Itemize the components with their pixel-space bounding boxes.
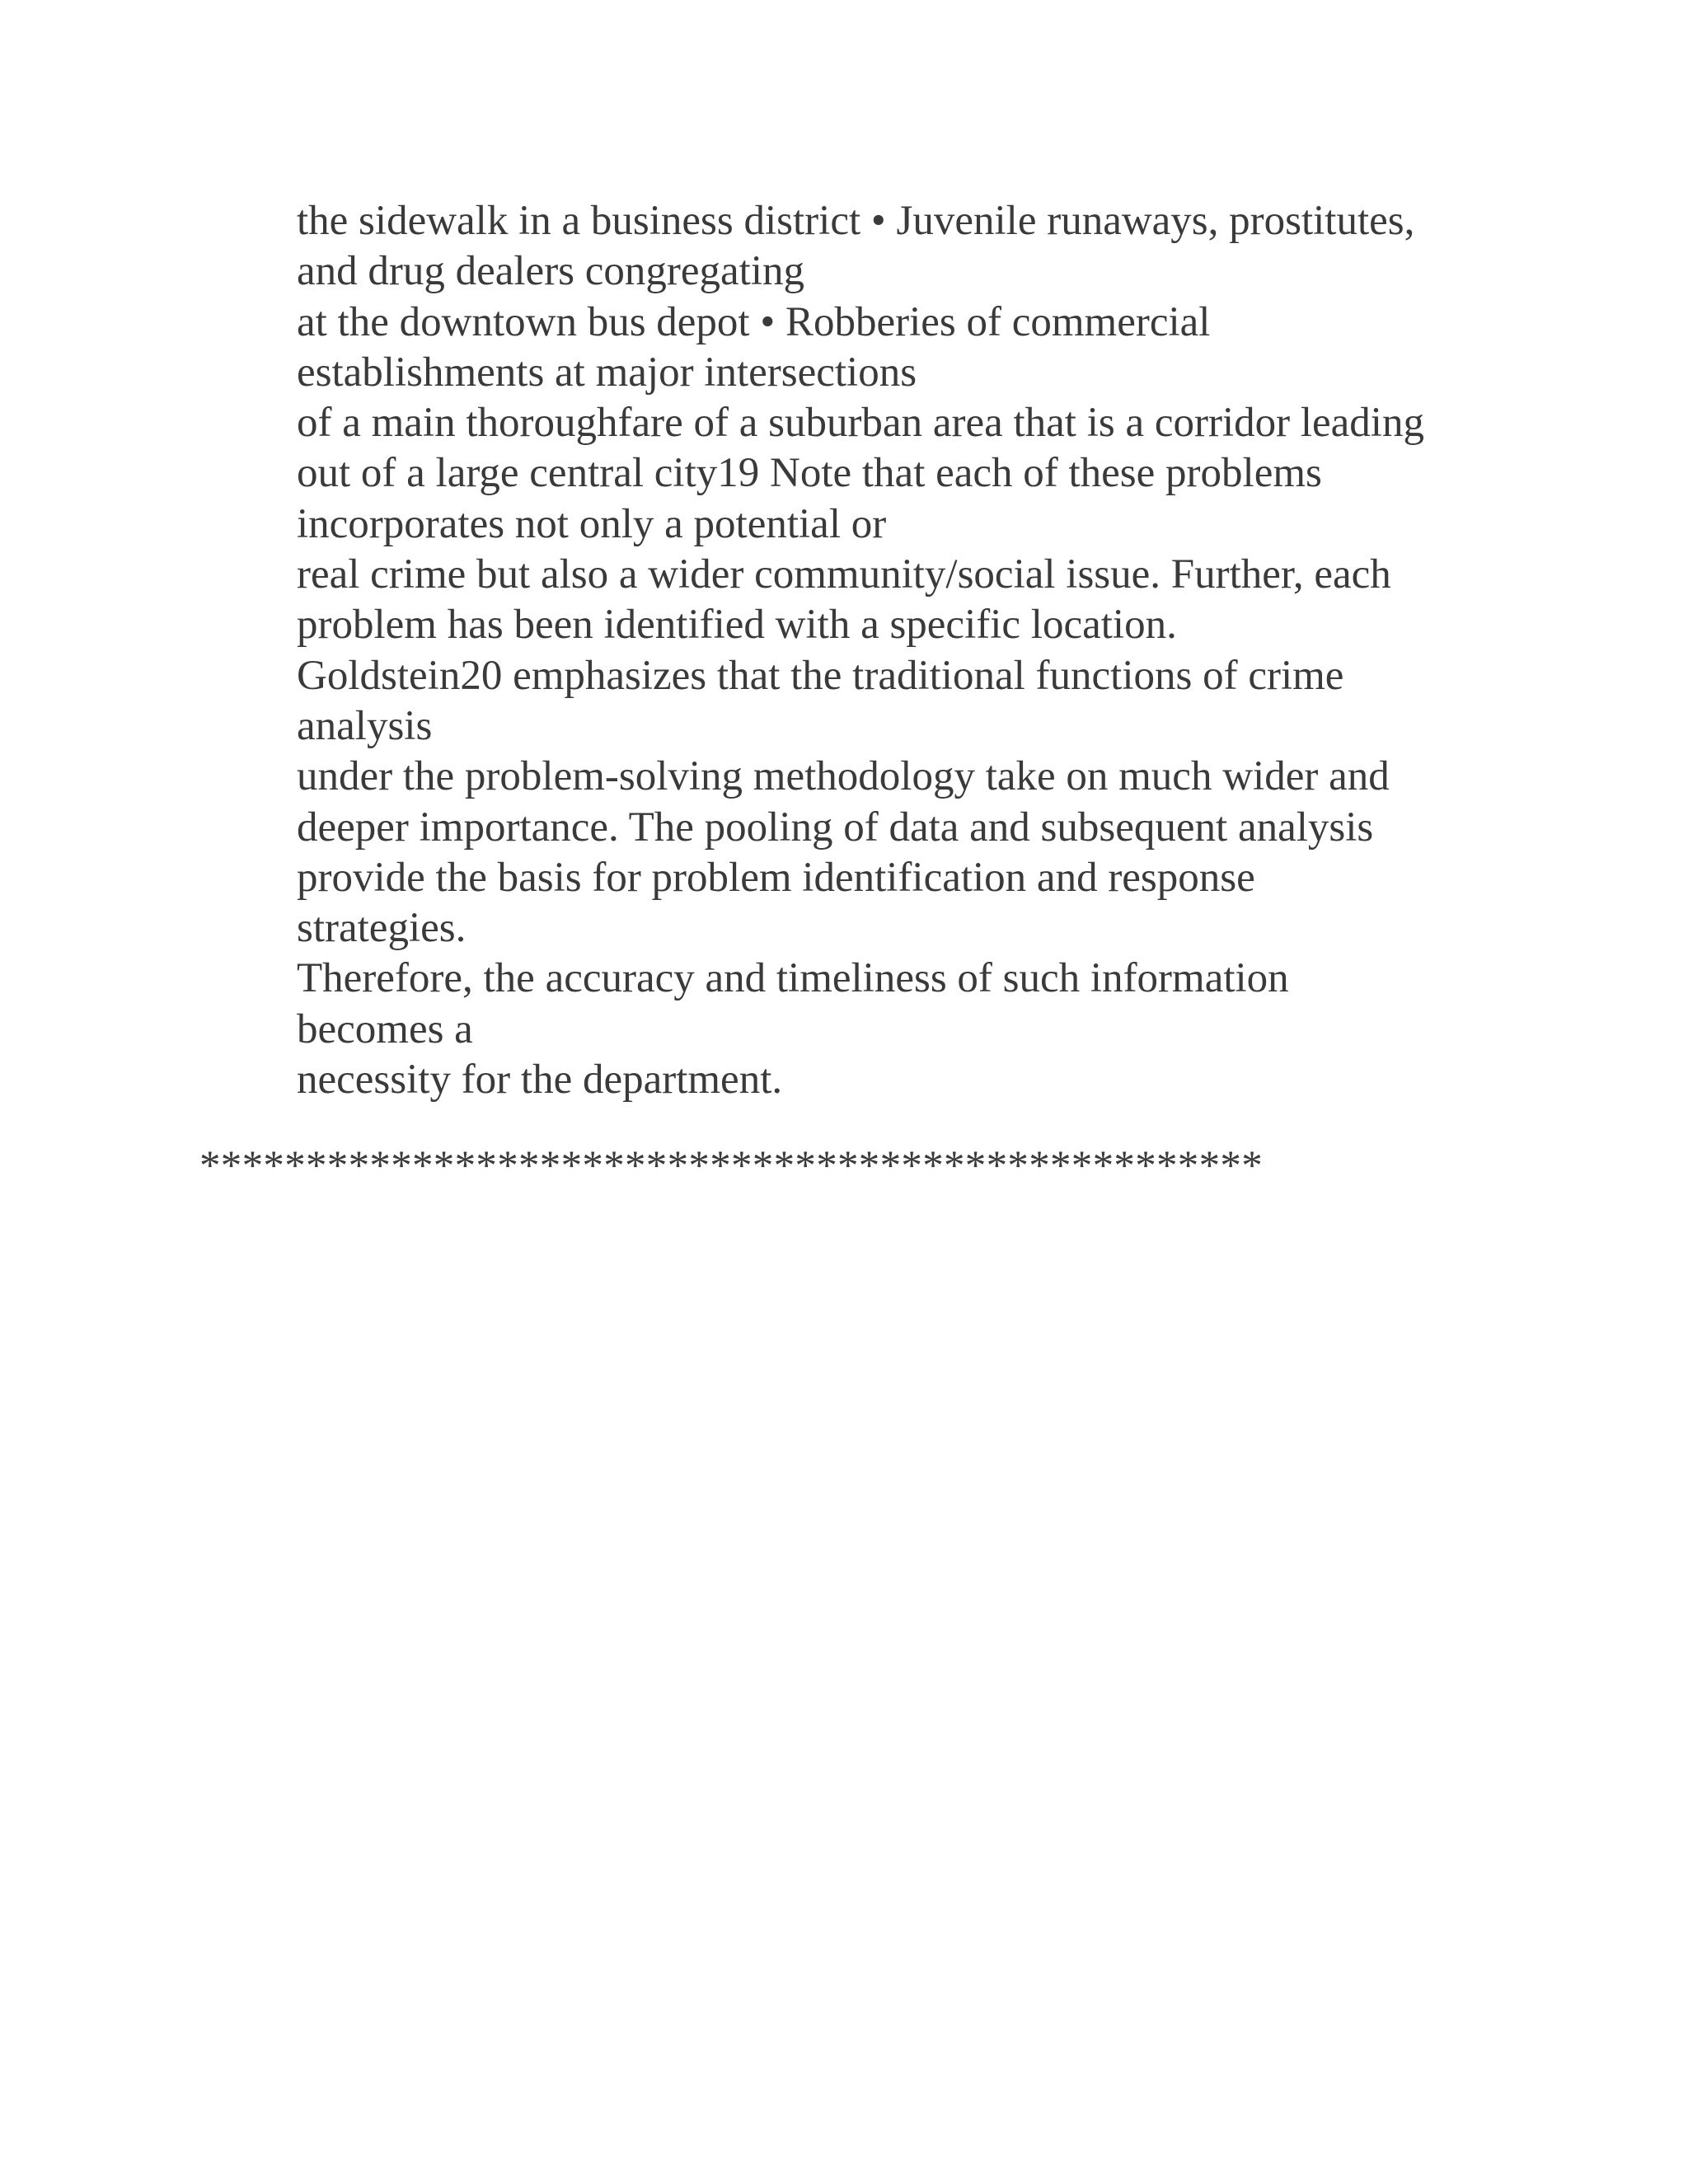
text-line: becomes a	[297, 1005, 473, 1052]
text-line: establishments at major intersections	[297, 349, 917, 396]
text-line: analysis	[297, 702, 433, 749]
text-line: necessity for the department.	[297, 1057, 783, 1104]
text-line: strategies.	[297, 905, 467, 952]
body-text	[297, 196, 1492, 1105]
text-line: Goldstein20 emphasizes that the traditional functions of crime	[297, 652, 1344, 699]
text-line: real crime but also a wider community/social issue. Further, each	[297, 551, 1391, 598]
text-line: of a main thoroughfare of a suburban area that is a corridor leading	[297, 400, 1424, 447]
text-line: problem has been identified with a specific location.	[297, 602, 1177, 649]
text-line: deeper importance. The pooling of data and subsequent analysis	[297, 804, 1374, 851]
text-line: the sidewalk in a business district • Juvenile runaways, prostitutes,	[297, 198, 1415, 244]
text-line: out of a large central city19 Note that each of these problems	[297, 450, 1322, 497]
text-line: provide the basis for problem identification and response	[297, 854, 1255, 901]
text-line: Therefore, the accuracy and timeliness of such information	[297, 955, 1289, 1002]
asterisk-separator: **************************************************	[199, 1143, 1263, 1189]
text-line: at the downtown bus depot • Robberies of commercial	[297, 298, 1211, 345]
text-line: under the problem-solving methodology take on much wider and	[297, 753, 1390, 800]
text-line: and drug dealers congregating	[297, 248, 805, 295]
text-line: incorporates not only a potential or	[297, 500, 887, 547]
